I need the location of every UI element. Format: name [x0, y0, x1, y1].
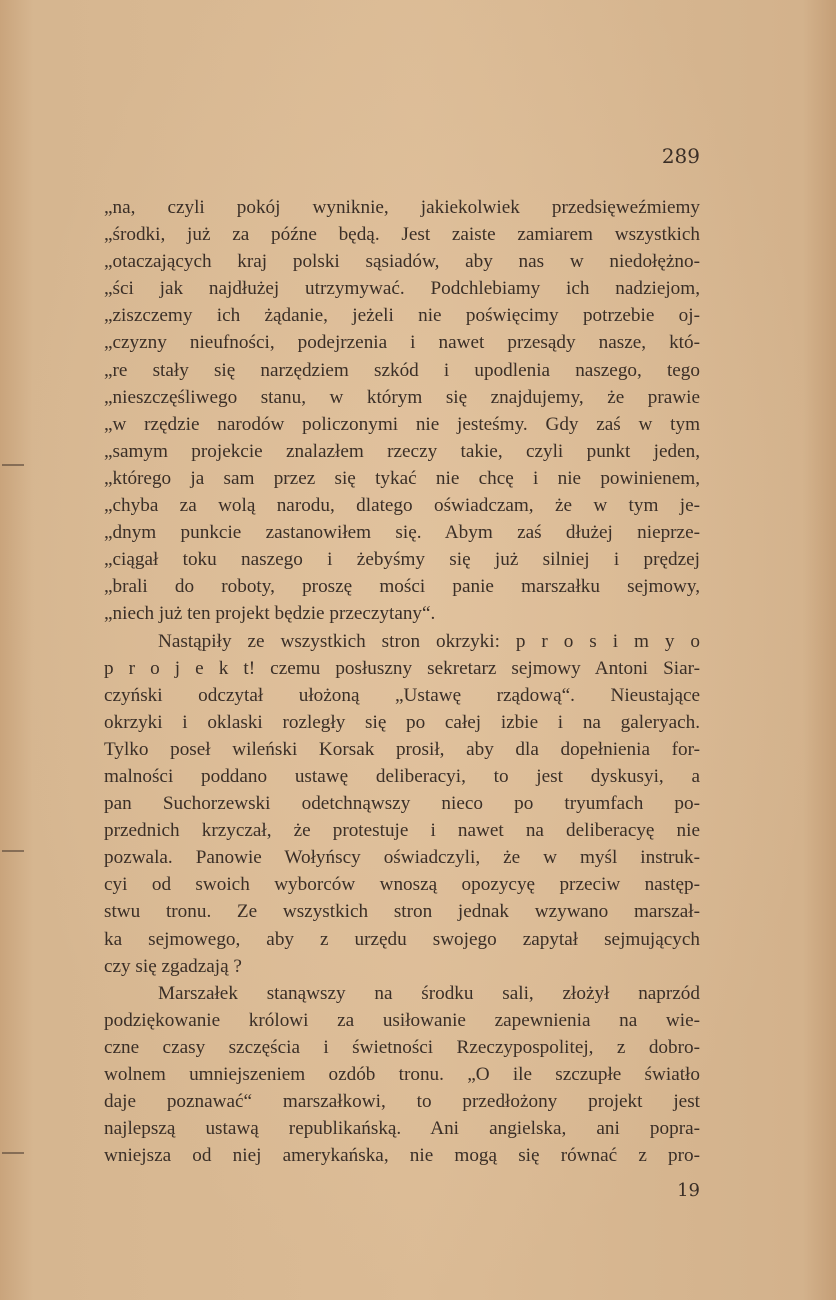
text-line: „samym projekcie znalazłem rzeczy takie, czyli punkt jeden,: [104, 440, 700, 462]
margin-mark: [0, 1150, 30, 1156]
text-line: okrzyki i oklaski rozległy się po całej izbie i na galeryach.: [104, 711, 700, 733]
text-line: podziękowanie królowi za usiłowanie zapewnienia na wie-: [104, 1009, 700, 1031]
text-line: „ści jak najdłużej utrzymywać. Podchlebiamy ich nadziejom,: [104, 278, 700, 300]
text-line: czy się zgadzają ?: [104, 955, 242, 977]
text-line: „środki, już za późne będą. Jest zaiste zamiarem wszystkich: [104, 224, 700, 246]
text-line: „chyba za wolą narodu, dlatego oświadczam, że w tym je-: [104, 495, 700, 517]
margin-mark: [0, 848, 30, 854]
text-line: „w rzędzie narodów policzonymi nie jesteśmy. Gdy zaś w tym: [104, 413, 700, 435]
text-line: „ziszczemy ich żądanie, jeżeli nie poświęcimy potrzebie oj-: [104, 305, 700, 327]
text-line: „na, czyli pokój wyniknie, jakiekolwiek przedsięweźmiemy: [104, 197, 700, 218]
text-line: ka sejmowego, aby z urzędu swojego zapytał sejmujących: [104, 928, 700, 950]
text-line: najlepszą ustawą republikańską. Ani angielska, ani popra-: [104, 1118, 700, 1140]
text-line: wniejsza od niej amerykańska, nie mogą się równać z pro-: [104, 1145, 700, 1167]
signature-mark: 19: [677, 1180, 700, 1201]
text-line: „czyzny nieufności, podejrzenia i nawet przesądy nasze, któ-: [104, 332, 700, 354]
text-line: stwu tronu. Ze wszystkich stron jednak wzywano marszał-: [104, 901, 700, 923]
text-line: Nastąpiły ze wszystkich stron okrzyki: p r o s i m y o: [158, 630, 700, 652]
text-line: pozwala. Panowie Wołyńscy oświadczyli, że w myśl instruk-: [104, 847, 700, 869]
text-line: przednich krzyczał, że protestuje i nawet na deliberacyę nie: [104, 820, 700, 842]
text-line: pan Suchorzewski odetchnąwszy nieco po tryumfach po-: [104, 793, 700, 815]
text-line: „otaczających kraj polski sąsiadów, aby nas w niedołężno-: [104, 251, 700, 273]
text-line: „niech już ten projekt będzie przeczytany“.: [104, 603, 436, 625]
text-line: „brali do roboty, proszę mości panie marszałku sejmowy,: [104, 576, 700, 598]
text-line: „nieszczęśliwego stanu, w którym się znajdujemy, że prawie: [104, 386, 700, 408]
page-number: 289: [661, 144, 700, 168]
text-line: daje poznawać“ marszałkowi, to przedłożony projekt jest: [104, 1091, 700, 1113]
text-line: malności poddano ustawę deliberacyi, to jest dyskusyi, a: [104, 765, 700, 787]
margin-mark: [0, 462, 30, 468]
text-line: Marszałek stanąwszy na środku sali, złożył naprzód: [158, 982, 700, 1004]
text-line: czyński odczytał ułożoną „Ustawę rządową“. Nieustające: [104, 684, 700, 706]
text-line: „re stały się narzędziem szkód i upodlenia naszego, tego: [104, 359, 700, 381]
body-text: [104, 194, 700, 1169]
text-line: „dnym punkcie zastanowiłem się. Abym zaś dłużej nieprze-: [104, 522, 700, 544]
text-line: cyi od swoich wyborców wnoszą opozycyę przeciw następ-: [104, 874, 700, 896]
text-line: czne czasy szczęścia i świetności Rzeczypospolitej, z dobro-: [104, 1036, 700, 1058]
text-line: „którego ja sam przez się tykać nie chcę i nie powinienem,: [104, 467, 700, 489]
text-line: p r o j e k t! czemu posłuszny sekretarz sejmowy Antoni Siar-: [104, 657, 700, 679]
text-line: wolnem umniejszeniem ozdób tronu. „O ile szczupłe światło: [104, 1064, 700, 1085]
text-line: „ciągał toku naszego i żebyśmy się już silniej i prędzej: [104, 549, 700, 571]
text-line: Tylko poseł wileński Korsak prosił, aby dla dopełnienia for-: [104, 738, 700, 760]
